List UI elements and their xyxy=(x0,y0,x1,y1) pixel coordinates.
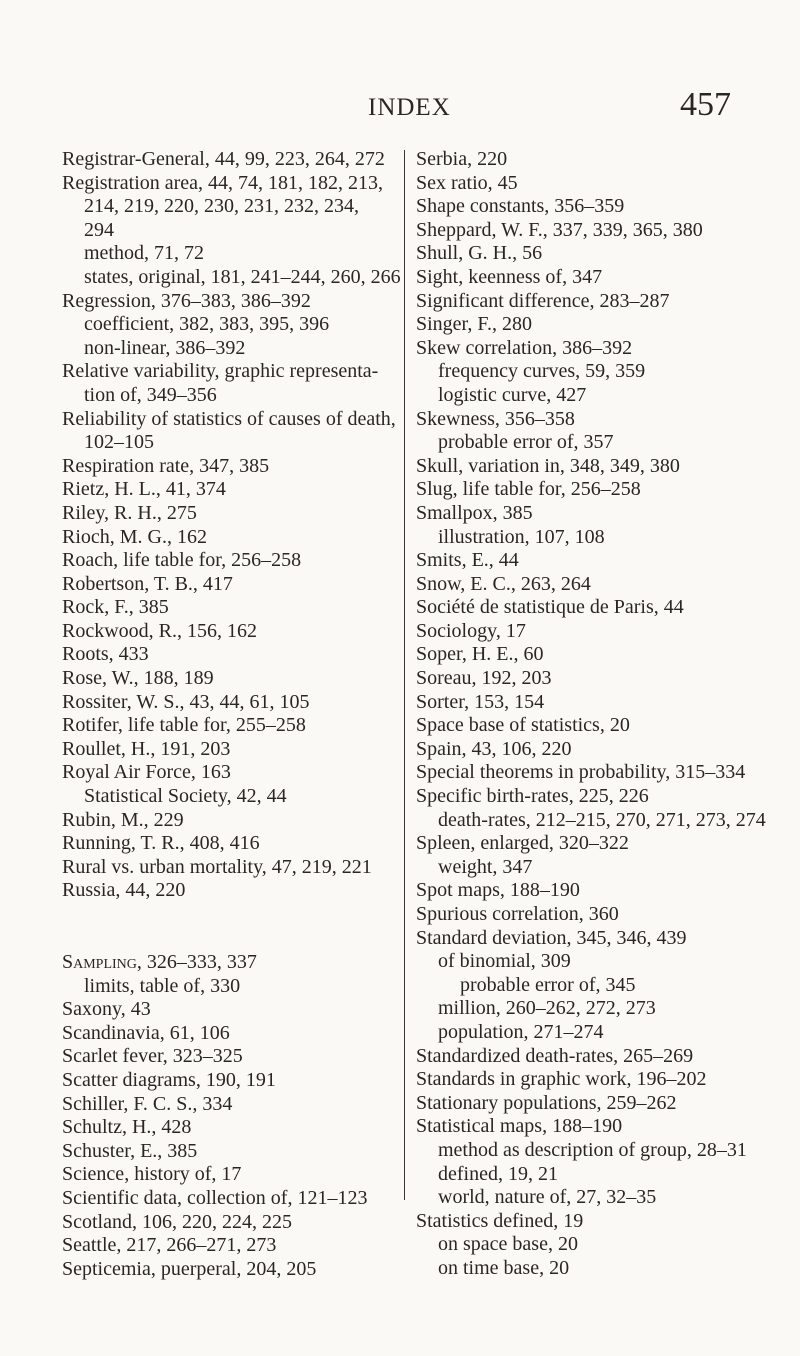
index-entry: Rockwood, R., 156, 162 xyxy=(62,619,257,642)
index-entry: weight, 347 xyxy=(438,855,533,878)
index-entry: 294 xyxy=(84,218,114,241)
index-entry: Skewness, 356–358 xyxy=(416,407,575,430)
index-entry: Scotland, 106, 220, 224, 225 xyxy=(62,1210,292,1233)
index-entry: logistic curve, 427 xyxy=(438,383,587,406)
index-entry: Scatter diagrams, 190, 191 xyxy=(62,1068,276,1091)
index-entry: method, 71, 72 xyxy=(84,242,204,265)
index-entry: Roots, 433 xyxy=(62,643,149,666)
index-entry: Royal Air Force, 163 xyxy=(62,761,231,784)
index-entry: Smallpox, 385 xyxy=(416,501,533,524)
index-entry: Spot maps, 188–190 xyxy=(416,879,580,902)
index-entry: Registration area, 44, 74, 181, 182, 213, xyxy=(62,171,384,194)
index-entry: Riley, R. H., 275 xyxy=(62,501,197,524)
index-entry: Registrar-General, 44, 99, 223, 264, 272 xyxy=(62,148,385,170)
index-entry: tion of, 349–356 xyxy=(84,383,217,406)
index-entry: 214, 219, 220, 230, 231, 232, 234, xyxy=(84,195,359,218)
index-entry: limits, table of, 330 xyxy=(84,974,241,997)
index-entry: probable error of, 345 xyxy=(460,973,636,996)
index-entry: Regression, 376–383, 386–392 xyxy=(62,289,311,312)
index-entry: Relative variability, graphic representa- xyxy=(62,360,379,383)
index-entry: Schultz, H., 428 xyxy=(62,1116,192,1139)
index-entry: death-rates, 212–215, 270, 271, 273, 274 xyxy=(438,808,766,831)
index-group-s xyxy=(62,951,402,1281)
index-entry: population, 271–274 xyxy=(438,1020,604,1043)
index-entry: Standards in graphic work, 196–202 xyxy=(416,1068,707,1091)
index-group-s-continued xyxy=(416,148,766,1281)
index-entry: Rietz, H. L., 41, 374 xyxy=(62,478,226,501)
index-entry: Standardized death-rates, 265–269 xyxy=(416,1044,694,1067)
index-entry: Slug, life table for, 256–258 xyxy=(416,478,641,501)
index-entry: Roullet, H., 191, 203 xyxy=(62,737,231,760)
index-entry: Standard deviation, 345, 346, 439 xyxy=(416,926,687,949)
page-number: 457 xyxy=(680,86,731,123)
index-entry: Snow, E. C., 263, 264 xyxy=(416,572,591,595)
index-entry: Scientific data, collection of, 121–123 xyxy=(62,1186,368,1209)
index-entry: Statistical maps, 188–190 xyxy=(416,1115,623,1138)
index-group-r xyxy=(62,148,402,903)
index-entry: million, 260–262, 272, 273 xyxy=(438,997,656,1020)
index-entry: Special theorems in probability, 315–334 xyxy=(416,761,746,784)
index-entry: Société de statistique de Paris, 44 xyxy=(416,596,684,619)
index-entry: Soreau, 192, 203 xyxy=(416,667,552,690)
index-entry: Sorter, 153, 154 xyxy=(416,690,545,713)
index-entry: Shape constants, 356–359 xyxy=(416,195,625,218)
index-entry: Spain, 43, 106, 220 xyxy=(416,737,572,760)
index-entry: Statistical Society, 42, 44 xyxy=(84,785,287,808)
index-entry: of binomial, 309 xyxy=(438,950,571,973)
index-entry: Rock, F., 385 xyxy=(62,596,169,619)
index-entry: Rural vs. urban mortality, 47, 219, 221 xyxy=(62,855,372,878)
index-entry: Spleen, enlarged, 320–322 xyxy=(416,832,629,855)
index-entry: Roach, life table for, 256–258 xyxy=(62,549,302,572)
index-entry: world, nature of, 27, 32–35 xyxy=(438,1186,657,1209)
index-entry: Septicemia, puerperal, 204, 205 xyxy=(62,1257,317,1280)
index-entry: Sociology, 17 xyxy=(416,619,526,642)
index-entry: defined, 19, 21 xyxy=(438,1162,558,1185)
index-entry: states, original, 181, 241–244, 260, 266 xyxy=(84,265,401,288)
section-lead-word: Sampling xyxy=(62,951,137,973)
index-entry: Robertson, T. B., 417 xyxy=(62,572,233,595)
index-entry: Statistics defined, 19 xyxy=(416,1209,584,1232)
column-divider xyxy=(404,150,405,1200)
running-title: INDEX xyxy=(368,94,451,121)
index-entry: Rotifer, life table for, 255–258 xyxy=(62,714,306,737)
index-entry: Rubin, M., 229 xyxy=(62,808,184,831)
index-entry: Seattle, 217, 266–271, 273 xyxy=(62,1234,277,1257)
index-column-right xyxy=(416,148,766,1281)
index-entry: Rose, W., 188, 189 xyxy=(62,667,214,690)
index-entry: Space base of statistics, 20 xyxy=(416,714,630,737)
index-entry: Stationary populations, 259–262 xyxy=(416,1091,677,1114)
index-entry: 102–105 xyxy=(84,431,154,454)
index-entry: Skew correlation, 386–392 xyxy=(416,336,633,359)
index-entry: Russia, 44, 220 xyxy=(62,879,186,902)
index-entry: Sampling, 326–333, 337 xyxy=(62,951,257,973)
index-entry: Schuster, E., 385 xyxy=(62,1139,198,1162)
index-column-left xyxy=(62,148,402,1281)
index-entry: Sex ratio, 45 xyxy=(416,171,518,194)
index-entry: probable error of, 357 xyxy=(438,431,614,454)
index-entry: Singer, F., 280 xyxy=(416,313,532,336)
index-entry: Sight, keenness of, 347 xyxy=(416,265,603,288)
index-entry: Significant difference, 283–287 xyxy=(416,289,670,312)
index-entry: illustration, 107, 108 xyxy=(438,525,605,548)
page-header xyxy=(0,86,800,132)
index-entry: Rioch, M. G., 162 xyxy=(62,525,207,548)
index-entry: Science, history of, 17 xyxy=(62,1163,242,1186)
index-entry: on space base, 20 xyxy=(438,1233,578,1256)
index-entry: coefficient, 382, 383, 395, 396 xyxy=(84,313,330,336)
index-entry: Shull, G. H., 56 xyxy=(416,242,543,265)
index-entry: method as description of group, 28–31 xyxy=(438,1138,747,1161)
index-entry: Saxony, 43 xyxy=(62,998,151,1021)
index-entry: Rossiter, W. S., 43, 44, 61, 105 xyxy=(62,690,310,713)
index-entry: Sheppard, W. F., 337, 339, 365, 380 xyxy=(416,218,703,241)
index-entry: frequency curves, 59, 359 xyxy=(438,360,646,383)
index-entry: Serbia, 220 xyxy=(416,148,508,170)
index-entry: Soper, H. E., 60 xyxy=(416,643,544,666)
index-entry: Respiration rate, 347, 385 xyxy=(62,454,270,477)
index-entry: non-linear, 386–392 xyxy=(84,336,246,359)
index-entry: on time base, 20 xyxy=(438,1256,570,1279)
index-entry: Specific birth-rates, 225, 226 xyxy=(416,785,649,808)
index-entry: Smits, E., 44 xyxy=(416,549,519,572)
index-entry: Scandinavia, 61, 106 xyxy=(62,1021,230,1044)
index-entry: Skull, variation in, 348, 349, 380 xyxy=(416,454,680,477)
index-entry: Schiller, F. C. S., 334 xyxy=(62,1092,233,1115)
index-entry: Running, T. R., 408, 416 xyxy=(62,832,260,855)
index-entry: Reliability of statistics of causes of death, xyxy=(62,407,396,430)
group-spacer xyxy=(62,903,402,951)
index-entry: Spurious correlation, 360 xyxy=(416,903,619,925)
index-entry: Scarlet fever, 323–325 xyxy=(62,1045,243,1068)
